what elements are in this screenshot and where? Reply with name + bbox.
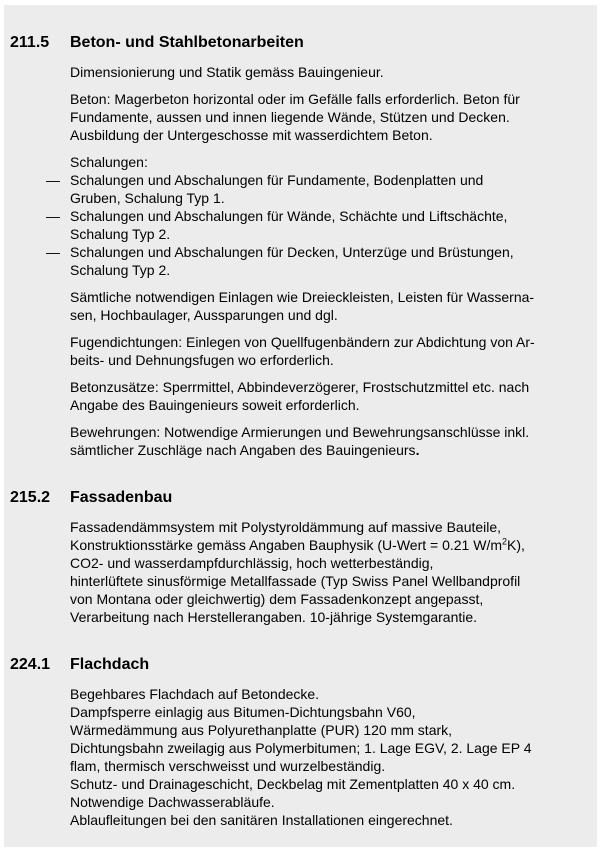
paragraph-bewehrungen — [70, 423, 590, 459]
fassade-text-b: K), CO2- und wasserdampfdurchlässig, hoch wetterbeständig, hinterlüftete sinusförmige Metallfassade (Typ Swiss Panel Wellbandprofil von Montana oder gleichwertig) dem Fassadenkonzept angepasst, Verarbeitung nach Herstellerangaben. 10-jährige Systemgarantie. — [70, 537, 525, 625]
superscript: 2 — [502, 536, 508, 547]
section-body — [70, 685, 590, 829]
list-item — [46, 207, 590, 243]
bewehrungen-text: Bewehrungen: Notwendige Armierungen und Bewehrungsanschlüsse inkl. sämtlicher Zuschläge nach Angaben des Bauingenieurs — [70, 424, 530, 458]
fassade-text-a: Fassadendämmsystem mit Polystyroldämmung auf massive Bauteile, Konstruktionsstärke gemäss Angaben Bauphysik (U-Wert = 0.21 W/m — [70, 519, 502, 553]
section-number: 215.2 — [10, 489, 51, 506]
dash-bullet: — — [46, 244, 60, 260]
section-body — [70, 518, 590, 626]
section-number: 224.1 — [10, 656, 51, 673]
list-item-text: Schalungen und Abschalungen für Decken, Unterzüge und Brüstungen, Schalung Typ 2. — [70, 244, 514, 278]
paragraph-betonzusaetze: Betonzusätze: Sperrmittel, Abbindeverzögerer, Frostschutzmittel etc. nach Angabe des Bauingenieurs soweit erforderlich. — [70, 379, 530, 413]
list-item-text: Schalungen und Abschalungen für Fundamente, Bodenplatten und Gruben, Schalung Typ 1. — [70, 172, 484, 206]
list-item — [46, 243, 590, 279]
paragraph-beton: Beton: Magerbeton horizontal oder im Gefälle falls erforderlich. Beton für Fundamente, aussen und innen liegende Wände, Stützen und Decken. Ausbildung der Untergeschosse mit wasserdichtem Beton. — [70, 91, 520, 143]
section-heading — [4, 487, 597, 511]
schalungen-list — [46, 171, 590, 279]
list-item-text: Schalungen und Abschalungen für Wände, Schächte und Liftschächte, Schalung Typ 2. — [70, 208, 508, 242]
paragraph-flachdach: Begehbares Flachdach auf Betondecke. Dampfsperre einlagig aus Bitumen-Dichtungsbahn V60, Wärmedämmung aus Polyurethanplatte (PUR) 120 mm stark, Dichtungsbahn zweilagig aus Polymerbitumen; 1. Lage EGV, 2. Lage EP 4 flam, thermisch verschweisst und wurzelbeständig. Schutz- und Drainageschicht, Deckbelag mit Zementplatten 40 x 40 cm. Notwendige Dachwasserabläufe. Ablaufleitungen bei den sanitären Installationen eingerechnet. — [70, 686, 532, 828]
paragraph-fassade — [70, 518, 590, 626]
paragraph-fugendichtungen: Fugendichtungen: Einlegen von Quellfugenbändern zur Abdichtung von Ar- beits- und Dehnungsfugen wo erforderlich. — [70, 334, 535, 368]
dash-bullet: — — [46, 208, 60, 224]
document-page — [4, 5, 597, 847]
section-heading — [4, 654, 597, 678]
section-body — [46, 63, 590, 468]
paragraph-einlagen: Sämtliche notwendigen Einlagen wie Dreieckleisten, Leisten für Wasserna- sen, Hochbaulager, Aussparungen und dgl. — [70, 289, 535, 323]
paragraph-schalungen-label: Schalungen: — [70, 154, 148, 170]
section-title: Fassadenbau — [70, 489, 173, 506]
bewehrungen-period: . — [415, 442, 420, 458]
paragraph-statik: Dimensionierung und Statik gemäss Bauingenieur. — [70, 64, 384, 80]
section-title: Flachdach — [70, 656, 150, 673]
list-item — [46, 171, 590, 207]
section-number: 211.5 — [10, 34, 50, 51]
dash-bullet: — — [46, 172, 60, 188]
section-heading — [4, 32, 597, 56]
section-title: Beton- und Stahlbetonarbeiten — [70, 34, 304, 51]
